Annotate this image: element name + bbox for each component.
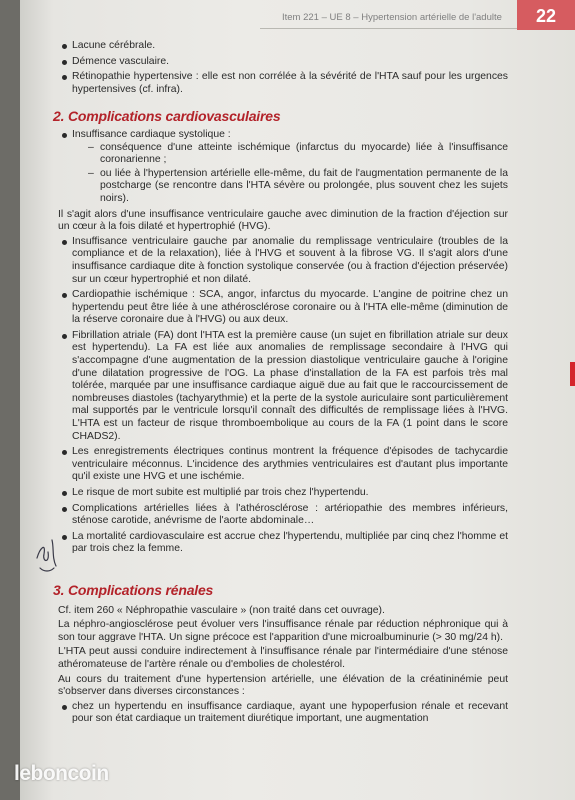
paragraph: Au cours du traitement d'une hypertension artérielle, une élévation de la créatininémie peut s'observer dans diverses circonstances : (58, 673, 508, 698)
cardio-bullet-list-1 (58, 129, 508, 206)
paragraph: L'HTA peut aussi conduire indirectement à l'insuffisance rénale par l'intermédiaire d'une sténose athéromateuse de l'artère rénale ou d'embolies de cholestérol. (58, 646, 508, 670)
page-number: 22 (517, 0, 575, 30)
list-item: Le risque de mort subite est multiplié par trois chez l'hypertendu. (58, 487, 508, 500)
watermark-text: leboncoin (14, 762, 109, 785)
list-item: Lacune cérébrale. (58, 40, 508, 53)
dash-item: – conséquence d'une atteinte ischémique (infarctus du myocarde) liée à l'insuffisance coronarienne ; (86, 142, 508, 167)
list-item: Les enregistrements électriques continus montrent la fréquence d'épisodes de tachycardie ventriculaire méconnus. L'incidence des arythmies ventriculaires est d'autant plus importante qu'il existe une HVG et une ischémie. (58, 446, 508, 484)
list-item: Cardiopathie ischémique : SCA, angor, infarctus du myocarde. L'angine de poitrine chez un hypertendu peut être liée à une athérosclérose coronaire ou à l'HTA elle-même (diminution de la réserve coronaire due à l'HVG) ou aux deux. (58, 289, 508, 327)
cardio-bullet-list-2 (58, 236, 508, 556)
handwritten-annotation (32, 528, 62, 576)
dash-item: – ou liée à l'hypertension artérielle elle-même, du fait de l'augmentation permanente de la postcharge (se rencontre dans l'HTA sévère ou prolongée, plus souvent chez les sujets noirs). (86, 168, 508, 206)
list-item (58, 129, 508, 206)
paragraph: Il s'agit alors d'une insuffisance ventriculaire gauche avec diminution de la fraction d'éjection sur un cœur à la fois dilaté et hypertrophié (HVG). (58, 208, 508, 233)
section-heading-cardiovascular: 2. Complications cardiovasculaires (53, 108, 281, 125)
dash-list (72, 142, 508, 206)
watermark-logo (14, 762, 109, 786)
renal-bullet-list (58, 701, 508, 726)
list-item: Fibrillation atriale (FA) dont l'HTA est la première cause (un sujet en fibrillation atriale sur deux est hypertendu). La FA est liée aux anomalies de remplissage secondaire à l'HVG qui s'accompagne d'une augmentation de la pression diastolique ventriculaire gauche à l'origine d'une dilatation progressive de l'OG. La phase d'installation de la FA est parfois très mal tolérée, marquée par une insuffisance cardiaque aiguë due au fait que le raccourcissement de nombreuses diastoles (tachyarythmie) et la perte de la systole auriculaire sont particulièrement mal supportés par le ventricule lorsqu'il connaît des difficultés de remplissage liées à l'HVG. L'HTA est un facteur de risque thromboembolique au cours de la FA (1 point dans le score CHADS2). (58, 330, 508, 443)
list-item: Insuffisance ventriculaire gauche par anomalie du remplissage ventriculaire (troubles de la compliance et de la relaxation), liée à l'HVG et souvent à la fibrose VG. Il s'agit alors d'une insuffisance cardiaque dite à fonction systolique conservée (ou à fraction d'éjection préservée) sur un cœur hypertrophié et non dilaté. (58, 236, 508, 286)
running-title: Item 221 – UE 8 – Hypertension artérielle de l'adulte (282, 12, 502, 23)
header-rule (260, 28, 540, 29)
list-item: Démence vasculaire. (58, 56, 508, 69)
list-item-text: Insuffisance cardiaque systolique : (72, 128, 231, 140)
section-heading-renal: 3. Complications rénales (53, 581, 214, 598)
list-item: Complications artérielles liées à l'athérosclérose : artériopathie des membres inférieurs, sténose carotide, anévrisme de l'aorte abdominale… (58, 503, 508, 528)
page-content (53, 40, 508, 729)
intro-bullet-list (58, 40, 508, 96)
list-item: Rétinopathie hypertensive : elle est non corrélée à la sévérité de l'HTA sauf pour les urgences hypertensives (cf. infra). (58, 71, 508, 96)
book-page (20, 0, 575, 800)
list-item: La mortalité cardiovasculaire est accrue chez l'hypertendu, multipliée par cinq chez l'homme et par trois chez la femme. (58, 531, 508, 556)
paragraph: Cf. item 260 « Néphropathie vasculaire » (non traité dans cet ouvrage). (58, 604, 385, 616)
chapter-tab-marker (570, 362, 575, 386)
paragraph: La néphro-angiosclérose peut évoluer vers l'insuffisance rénale par réduction néphronique qui à son tour aggrave l'HTA. Un signe précoce est l'apparition d'une microalbuminurie (> 30 mg/24 h). (58, 619, 508, 643)
list-item: chez un hypertendu en insuffisance cardiaque, ayant une hypoperfusion rénale et recevant pour son état cardiaque un traitement diurétique important, une augmentation (58, 701, 508, 726)
